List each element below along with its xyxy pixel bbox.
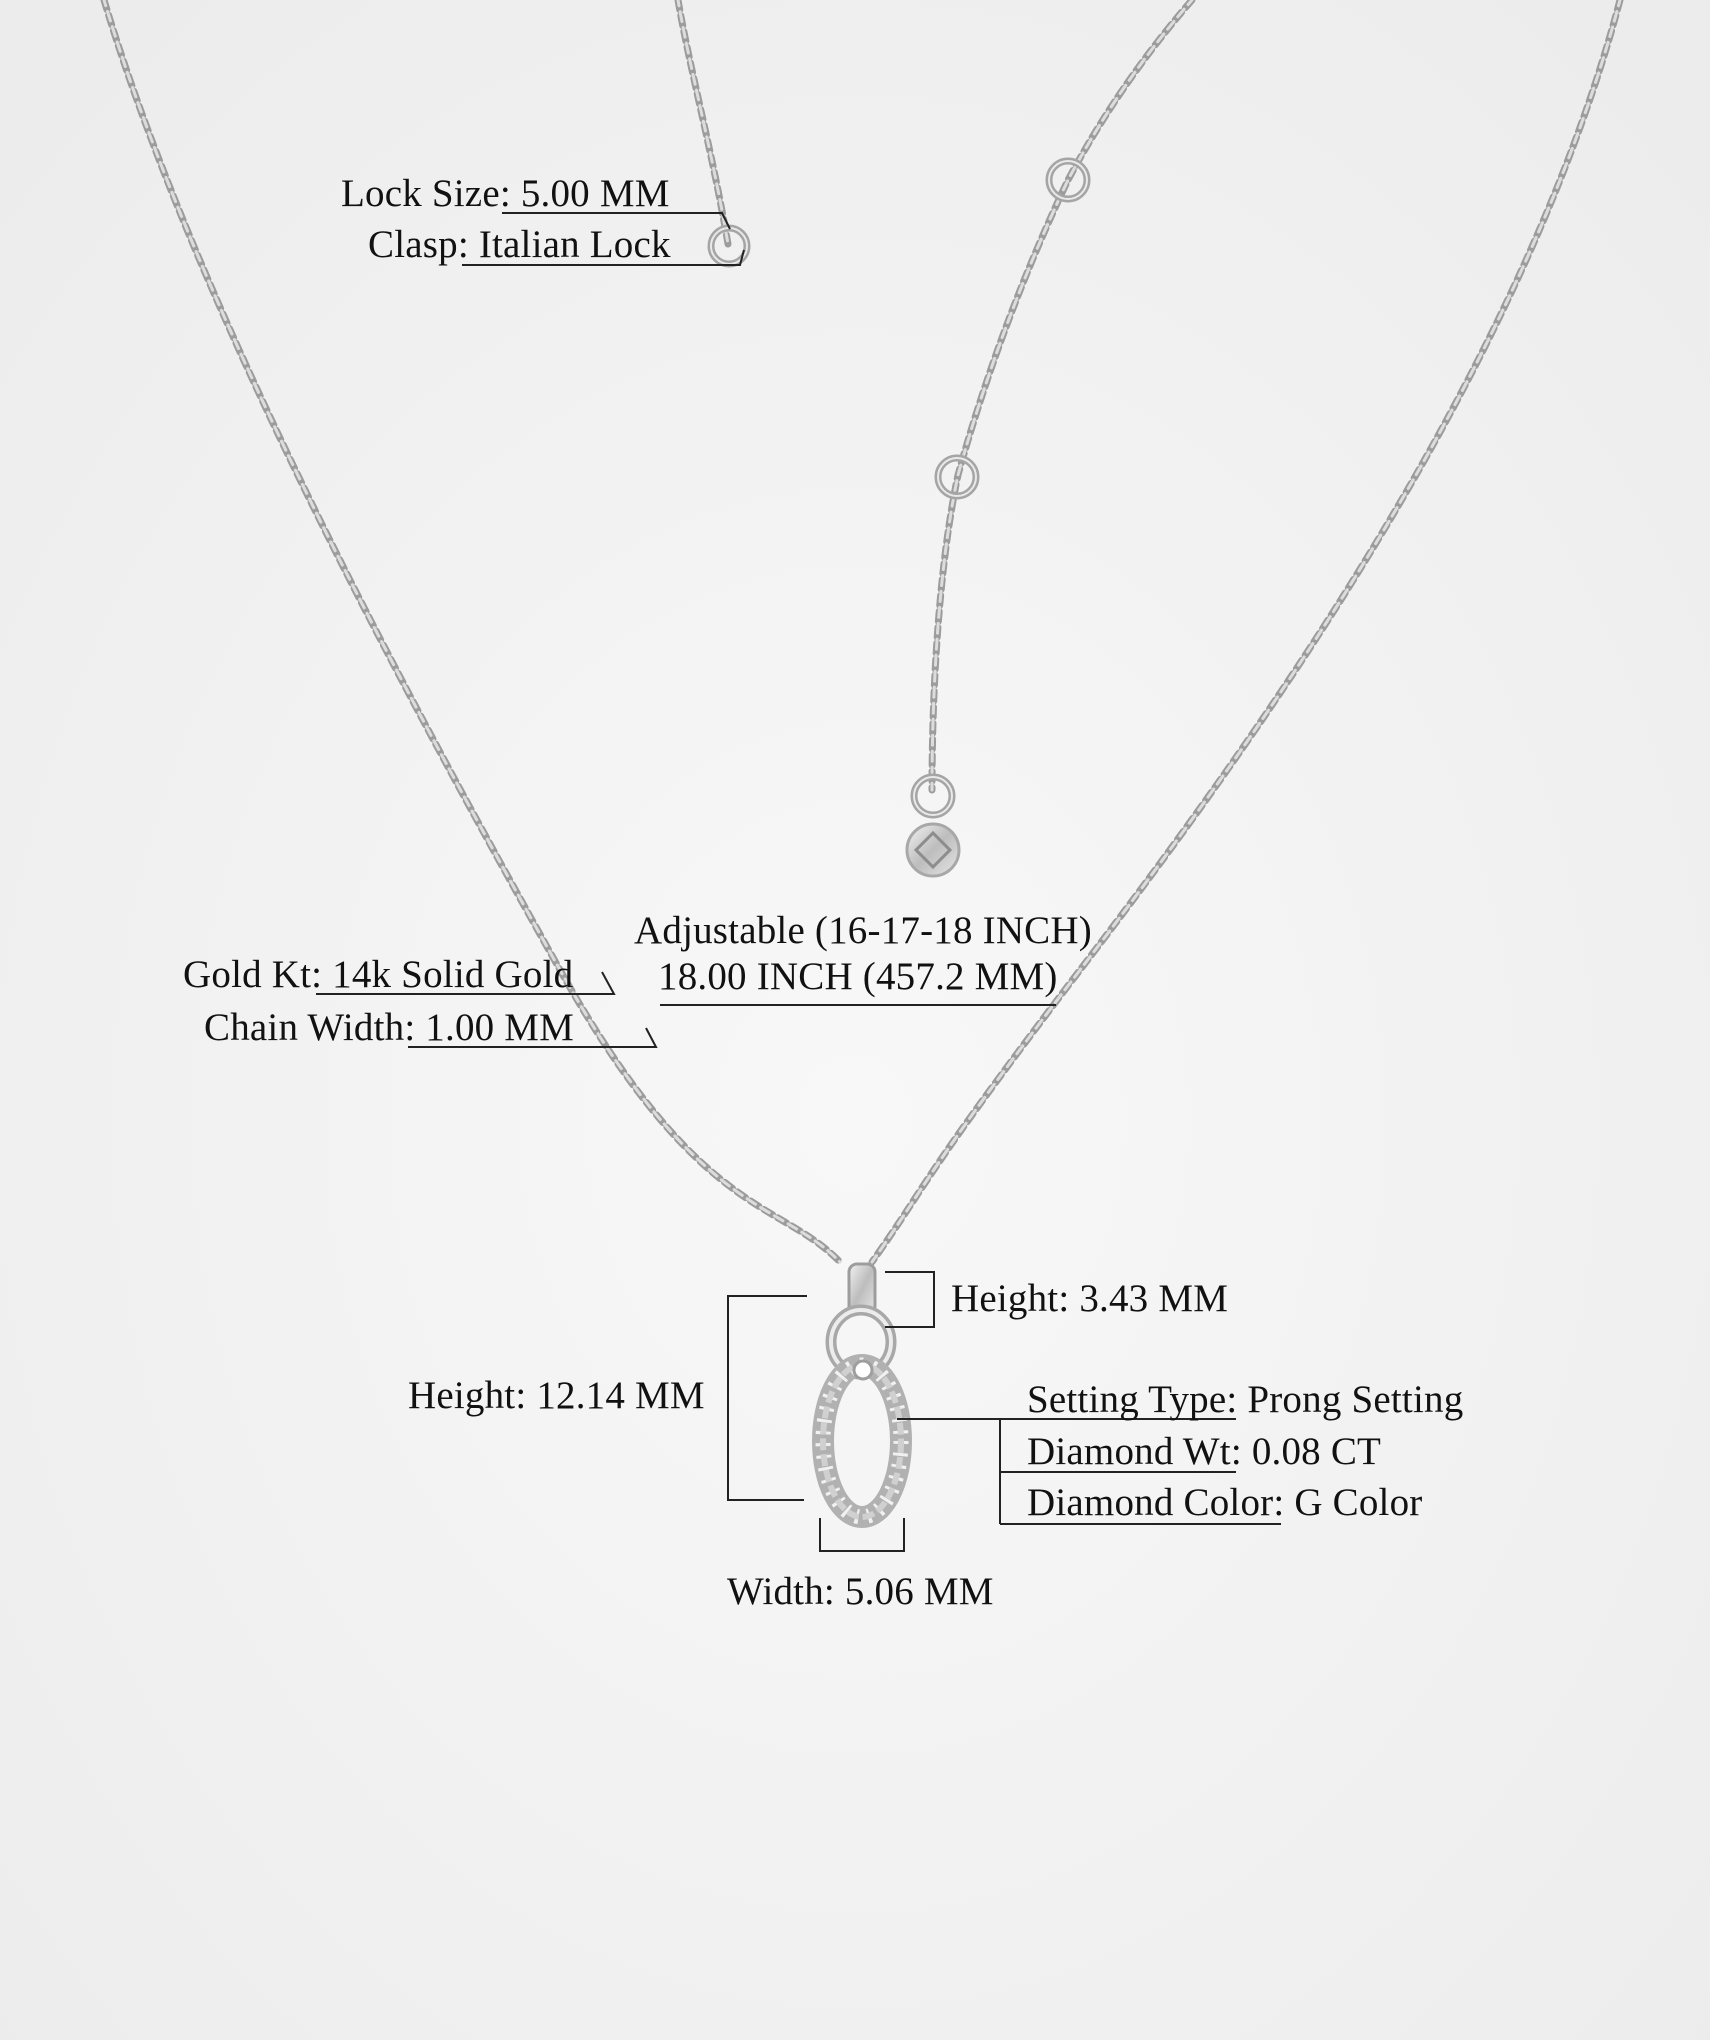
- pendant-height-label: Height: 12.14 MM: [408, 1374, 705, 1417]
- setting-type-label: [1027, 1380, 1463, 1419]
- chain-length-line1: Adjustable (16-17-18 INCH): [634, 909, 1092, 952]
- chain-width-key: Chain Width:: [204, 1006, 416, 1049]
- lock-size-label: [341, 174, 670, 213]
- clasp-key: Clasp:: [368, 223, 469, 266]
- diamond-color-key: Diamond Color:: [1027, 1481, 1285, 1524]
- pendant-bezel-diamond: [854, 1361, 872, 1379]
- diamond-color-value: G Color: [1284, 1481, 1423, 1524]
- extender-tag: [907, 824, 959, 876]
- diamond-color-label: [1027, 1483, 1422, 1522]
- pendant-width-label: Width: 5.06 MM: [727, 1570, 994, 1613]
- lock-size-key: Lock Size:: [341, 172, 511, 215]
- bail-height-label: Height: 3.43 MM: [951, 1277, 1229, 1320]
- gold-kt-label: [183, 955, 573, 994]
- lock-size-value: 5.00 MM: [510, 172, 670, 215]
- chain-width-value: 1.00 MM: [415, 1006, 575, 1049]
- diamond-wt-key: Diamond Wt:: [1027, 1430, 1242, 1473]
- clasp-value: Italian Lock: [468, 223, 671, 266]
- gold-kt-value: 14k Solid Gold: [322, 953, 574, 996]
- chain-width-label: [204, 1008, 574, 1047]
- diamond-wt-label: [1027, 1432, 1381, 1471]
- setting-type-value: Prong Setting: [1237, 1378, 1464, 1421]
- diamond-wt-value: 0.08 CT: [1241, 1430, 1382, 1473]
- gold-kt-key: Gold Kt:: [183, 953, 323, 996]
- setting-type-key: Setting Type:: [1027, 1378, 1238, 1421]
- chain-length-line2: 18.00 INCH (457.2 MM): [658, 955, 1058, 998]
- clasp-label: [368, 225, 671, 264]
